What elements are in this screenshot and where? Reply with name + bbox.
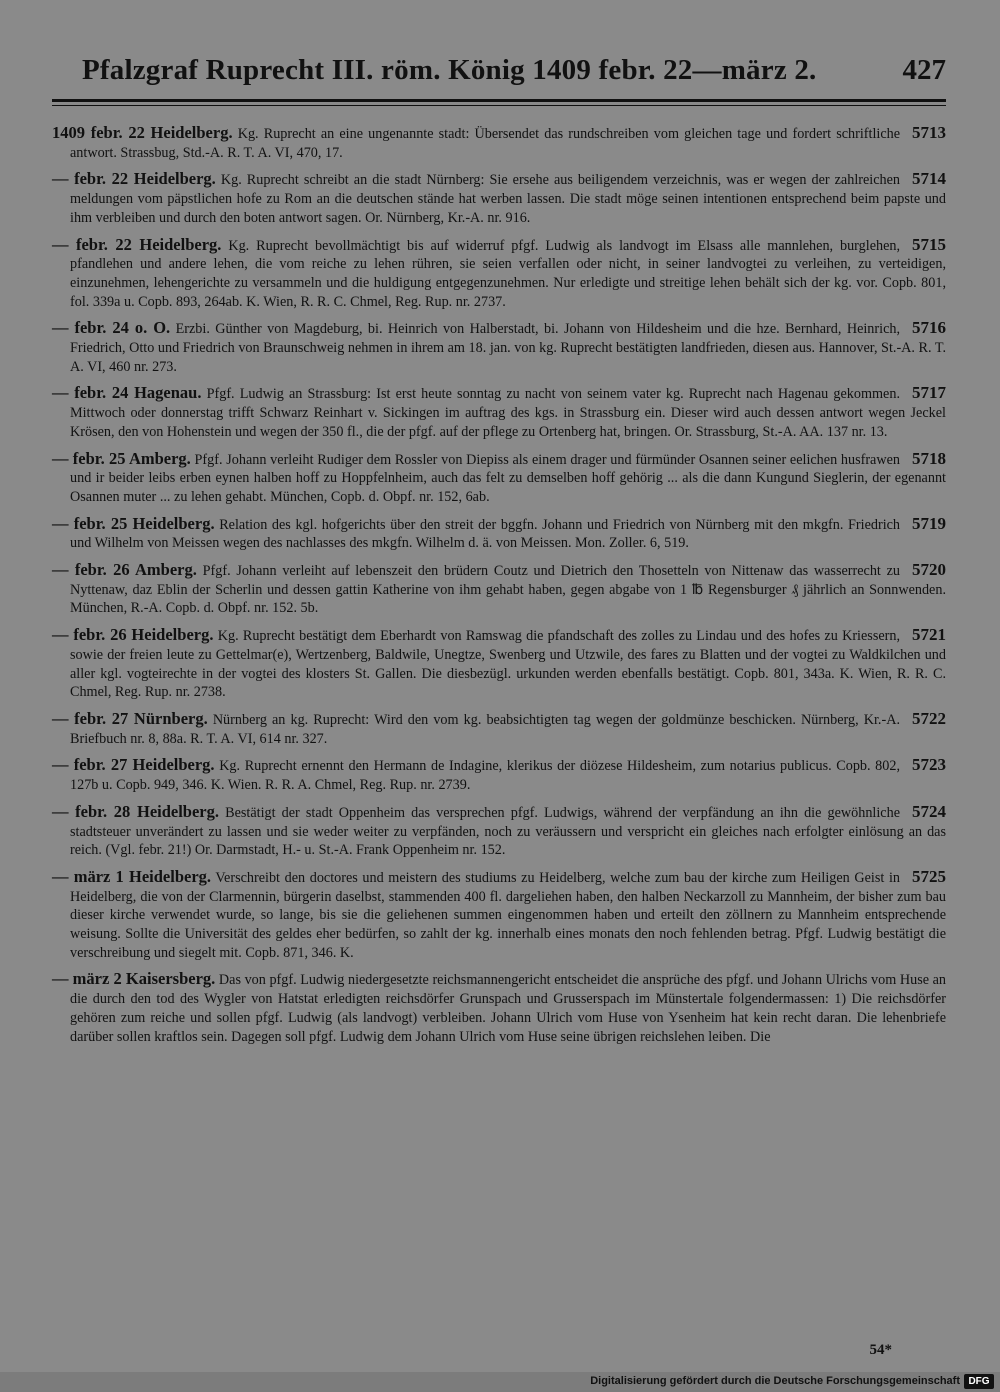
entry-text: Kg. Ruprecht bevollmächtigt bis auf widerruf pfgf. Ludwig als landvogt im Elsass alle mannlehen, burglehen, pfandlehen und andere lehen, die vom reiche zu lehen rühren, sie seien verfallen oder nicht, in seiner landvogtei zu verleihen, zu verteidigen, einzunehmen, lehengerichte zu versammeln und die huldigung entgegenzunehmen. Nur erledigte und streitige lehen behält sich der kg. vor. Copb. 801, fol. 339a u. Copb. 893, 264ab. K. Wien, R. R. C. Chmel, Reg. Rup. nr. 2737. [70,237,946,310]
entry-5716 [52,319,946,376]
entry-number: 5717 [912,383,946,403]
entry-date-place: — febr. 28 Heidelberg. [52,801,220,821]
entry-text: Nürnberg an kg. Ruprecht: Wird den vom kg. beabsichtigten tag wegen der goldmünze beschicken. Nürnberg, Kr.-A. Briefbuch nr. 8, 88a. R. T. A. VI, 614 nr. 327. [70,711,900,747]
entry-5715 [52,236,946,312]
dfg-logo-icon: DFG [964,1374,994,1389]
entry-date-place: — febr. 27 Nürnberg. [52,708,208,728]
entry-text: Kg. Ruprecht an eine ungenannte stadt: Übersendet das rundschreiben vom gleichen tage und fordert schriftliche antwort. Strassbug, Std.-A. R. T. A. VI, 470, 17. [70,126,901,161]
entry-continued [52,970,946,1046]
entry-date-place: 1409 febr. 22 Heidelberg. [52,123,233,142]
entry-text: Verschreibt den doctores und meistern des studiums zu Heidelberg, welche zum bau der kirche zum Heiligen Geist in Heidelberg, die von der Clarmennin, bürgerin daselbst, stammenden 400 fl. dargeliehen haben, den halben Neckarzoll zu Mannheim, der bisher zum bau dieser kirche verwendet wurde, so lange, bis sie die geliehenen summen eingenommen haben und erteilt den zöllnern zu Mannheim entsprechende weisung. Sollte die Universität des geldes eher bedürfen, so zahlt der kg. innerhalb eines monats den noch fehlenden betrag. Pfgf. Ludwig bestätigt die verschreibung und siegelt mit. Copb. 871, 346. K. [70,869,946,961]
entry-date-place: — febr. 26 Heidelberg. [52,625,214,645]
entry-text: Pfgf. Johann verleiht Rudiger dem Rossler von Diepiss als einem drager und fürmünder Osannen seiner eelichen husfrawen und ir beider leibs erben eynen halben hoff zu Hoppfelnheim, auch das felt zu demselben hoff gehörig ... als die dann Kungund Sieglerin, der egenannt Osannen muter ... zu lehen gehabt. München, Copb. d. Obpf. nr. 152, 6ab. [70,451,946,505]
entry-5723 [52,756,946,794]
entry-5724 [52,803,946,860]
entry-date-place: — febr. 24 Hagenau. [52,383,202,403]
entry-text: Kg. Ruprecht schreibt an die stadt Nürnberg: Sie ersehe aus beiligendem verzeichnis, was er wegen der zahlreichen meldungen vom päpstlichen hofe zu Rom an die deutschen stände hat werben lassen. Die stadt möge seinen intentionen entsprechend beim papste und ihm verbleiben und durch den boten antwort sagen. Or. Nürnberg, Kr.-A. nr. 916. [70,172,946,226]
entry-5718 [52,450,946,507]
entry-number: 5723 [912,755,946,775]
entry-number: 5720 [912,560,946,580]
entry-text: Kg. Ruprecht ernennt den Hermann de Indagine, klerikus der diözese Hildesheim, zum notarius publicus. Copb. 802, 127b u. Copb. 949, 346. K. Wien. R. R. A. Chmel, Reg. Rup. nr. 2739. [70,758,901,794]
entry-number: 5722 [912,708,946,728]
entry-text: Erzbi. Günther von Magdeburg, bi. Heinrich von Halberstadt, bi. Johann von Hildesheim und die hze. Bernhard, Heinrich, Friedrich, Otto und Friedrich von Braunschweig nehmen in ihrem am 18. jan. von kg. Ruprecht bestätigten landfrieden, diesen aus. Hannover, St.-A. R. T. A. VI, 460 nr. 273. [70,321,946,375]
page-header [52,54,946,94]
running-title: Pfalzgraf Ruprecht III. röm. König 1409 febr. 22—märz 2. [82,54,817,86]
entry-number: 5719 [912,513,946,533]
entry-date-place: — febr. 27 Heidelberg. [52,755,215,775]
entry-text: Das von pfgf. Ludwig niedergesetzte reichsmannengericht entscheidet die ansprüche des pfgf. und Johann Ulrichs vom Huse an die durch den tod des Wygler von Hatstat erledigten reichsdörfer Grunspach und Grusserspach im Münstertale folgendermassen: 1) Die reichsdörfer gehören zum reiche und sollen pfgf. Ludwig (als landvogt) verbleiben. Johann Ulrich vom Huse von Ysenheim hat kein recht daran. Die lehenbriefe darüber sollen kraftlos sein. Dagegen soll pfgf. Ludwig dem Johann Ulrich vom Huse seine übrigen reichslehen leiben. Die [70,972,947,1045]
entry-date-place: — märz 2 Kaisersberg. [52,969,216,989]
entry-text: Pfgf. Ludwig an Strassburg: Ist erst heute sonntag zu nacht von seinem vater kg. Ruprecht nach Hagenau gekommen. Mittwoch oder donnerstag trifft Schwarz Reinhart v. Sickingen im auftrag des kgs. in Strassburg ein. Dieser wird auch dessen antwort wegen Jeckel Krösen, den von Hohenstein und wegen der 350 fl., die der pfgf. auf der pflege zu Ortenberg hat, bringen. Or. Strassburg, St.-A. AA. 137 nr. 13. [70,386,946,440]
entry-date-place: — febr. 22 Heidelberg. [52,234,222,254]
footer-credit: Digitalisierung gefördert durch die Deutsche Forschungsgemeinschaft [590,1375,960,1387]
entry-number: 5716 [912,318,946,338]
entry-number: 5724 [912,801,946,821]
entry-number: 5715 [912,234,946,254]
entry-text: Kg. Ruprecht bestätigt dem Eberhardt von Ramswag die pfandschaft des zolles zu Lindau und des hofes zu Kriessern, sowie der freien leute zu Gettelmar(e), Wertzenberg, Baldwile, Unegtze, Swenberg und Utzwile, des fares zu Blatten und der vogtei zu Waldkilchen und aller kgl. vogteirechte in der vogtei des klosters St. Gallen. Die diesbezügl. urkunden werden ebenfalls bestätigt. Copb. 801, 343a. K. Wien, R. R. C. Chmel, Reg. Rup. nr. 2738. [70,628,946,701]
entry-date-place: — febr. 25 Amberg. [52,448,191,468]
entry-5713 [52,124,946,162]
entry-number: 5721 [912,625,946,645]
entry-number: 5713 [912,123,946,142]
entry-date-place: — febr. 24 o. O. [52,318,171,338]
page-number: 427 [902,54,946,86]
header-rule-thick [52,99,946,102]
entry-date-place: — febr. 25 Heidelberg. [52,513,215,533]
regesta-entries [52,124,946,1054]
entry-5720 [52,561,946,618]
entry-date-place: — febr. 22 Heidelberg. [52,169,216,189]
entry-number: 5725 [912,866,946,886]
entry-number: 5714 [912,169,946,189]
entry-5722 [52,710,946,748]
entry-5719 [52,515,946,553]
entry-date-place: — febr. 26 Amberg. [52,560,197,580]
entry-5714 [52,170,946,227]
entry-5717 [52,384,946,441]
entry-date-place: — märz 1 Heidelberg. [52,866,212,886]
entry-5725 [52,868,946,963]
entry-5721 [52,626,946,702]
entry-text: Relation des kgl. hofgerichts über den streit der bggfn. Johann und Friedrich von Nürnberg mit den mkgfn. Friedrich und Wilhelm von Meissen wegen des nachlasses des mkgfn. Wilhelm d. ä. von Meissen. Mon. Zoller. 6, 519. [70,516,901,552]
signature-mark: 54* [869,1342,892,1358]
entry-text: Pfgf. Johann verleiht auf lebenszeit den brüdern Coutz und Dietrich den Thosetteln von Nittenaw das wasserrecht zu Nyttenaw, daz Eblin der Scherlin und dessen gattin Katherine von ihm gehabt haben, gegen abgabe von 1 ℔ Regensburger ₰ jährlich an Sonnwenden. München, R.-A. Copb. d. Obpf. nr. 152. 5b. [70,563,946,617]
entry-number: 5718 [912,448,946,468]
header-rule-thin [52,105,946,106]
entry-text: Bestätigt der stadt Oppenheim das versprechen pfgf. Ludwigs, während der verpfändung an ihn die gewöhnliche stadtsteuer unverändert zu lassen und sie weder weiter zu verpfänden, noch zu veräussern und verspricht ein gleiches nach erfolgter einlösung an das reich. (Vgl. febr. 21!) Or. Darmstadt, H.- u. St.-A. Frank Oppenheim nr. 152. [70,804,946,859]
